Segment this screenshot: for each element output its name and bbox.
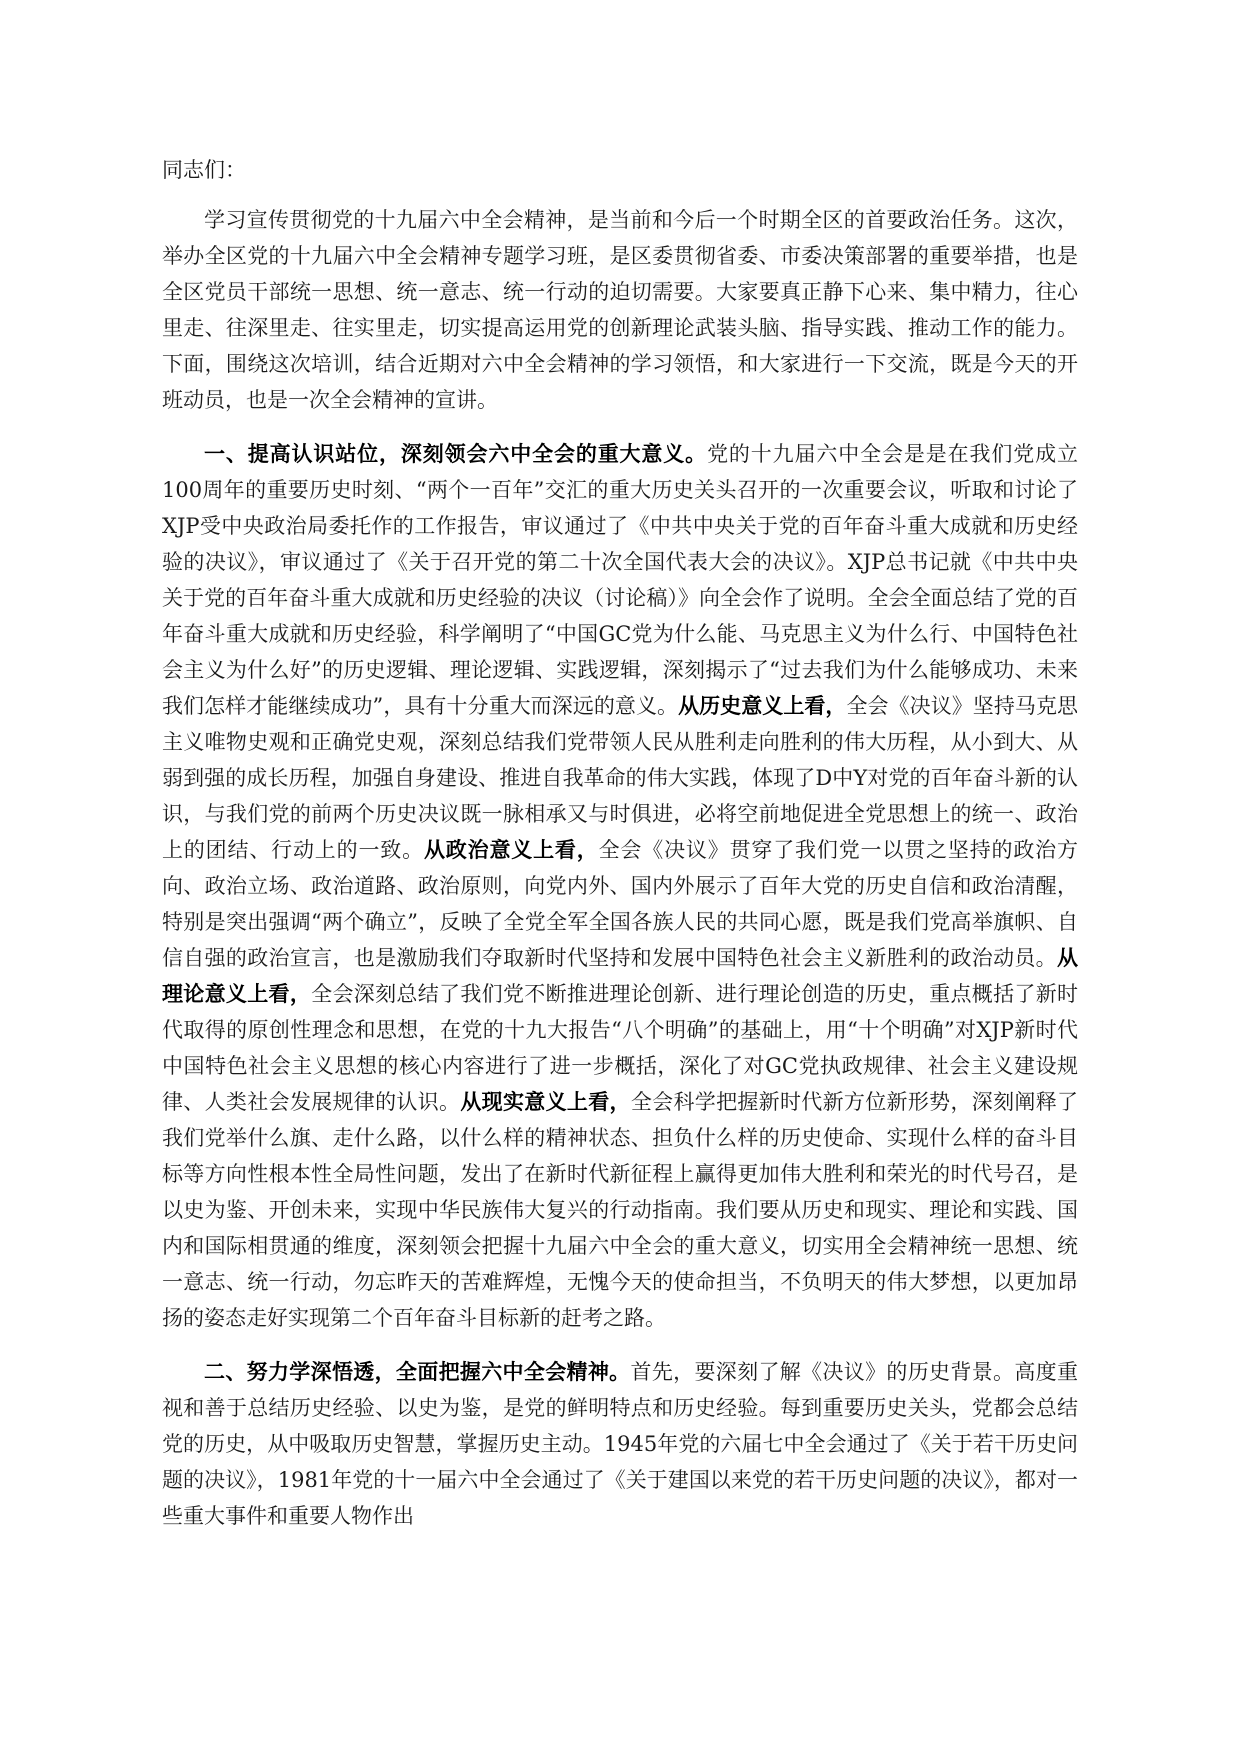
section-two-heading: 二、努力学深悟透，全面把握六中全会精神。: [204, 1359, 631, 1384]
historical-significance-heading: 从历史意义上看，: [678, 693, 847, 718]
paragraph-intro: 学习宣传贯彻党的十九届六中全会精神，是当前和今后一个时期全区的首要政治任务。这次，举办全区党的十九届六中全会精神专题学习班，是区委贯彻省委、市委决策部署的重要举措，也是全区党员干部统一思想、统一意志、统一行动的迫切需要。大家要真正静下心来、集中精力，往心里走、往深里走、往实里走，切实提高运用党的创新理论武装头脑、指导实践、推动工作的能力。下面，围绕这次培训，结合近期对六中全会精神的学习领悟，和大家进行一下交流，既是今天的开班动员，也是一次全会精神的宣讲。: [162, 208, 1078, 412]
theoretical-significance-text: 全会深刻总结了我们党不断推进理论创新、进行理论创造的历史，重点概括了新时代取得的原创性理念和思想，在党的十九大报告“八个明确”的基础上，用“十个明确”对XJP新时代中国特色社会主义思想的核心内容进行了进一步概括，深化了对GC党执政规律、社会主义建设规律、人类社会发展规律的认识。: [162, 982, 1079, 1114]
section-one-text: 党的十九届六中全会是是在我们党成立100周年的重要历史时刻、“两个一百年”交汇的重大历史关头召开的一次重要会议，听取和讨论了XJP受中央政治局委托作的工作报告，审议通过了《中共中央关于党的百年奋斗重大成就和历史经验的决议》，审议通过了《关于召开党的第二十次全国代表大会的决议》。XJP总书记就《中共中央关于党的百年奋斗重大成就和历史经验的决议（讨论稿）》向全会作了说明。全会全面总结了党的百年奋斗重大成就和历史经验，科学阐明了“中国GC党为什么能、马克思主义为什么行、中国特色社会主义为什么好”的历史逻辑、理论逻辑、实践逻辑，深刻揭示了“过去我们为什么能够成功、未来我们怎样才能继续成功”，具有十分重大而深远的意义。: [162, 442, 1079, 718]
section-one-heading: 一、提高认识站位，深刻领会六中全会的重大意义。: [204, 441, 708, 466]
practical-significance-text: 全会科学把握新时代新方位新形势，深刻阐释了我们党举什么旗、走什么路，以什么样的精神状态、担负什么样的历史使命、实现什么样的奋斗目标等方向性根本性全局性问题，发出了在新时代新征程上赢得更加伟大胜利和荣光的时代号召，是以史为鉴、开创未来，实现中华民族伟大复兴的行动指南。我们要从历史和现实、理论和实践、国内和国际相贯通的维度，深刻领会把握十九届六中全会的重大意义，切实用全会精神统一思想、统一意志、统一行动，勿忘昨天的苦难辉煌，无愧今天的使命担当，不负明天的伟大梦想，以更加昂扬的姿态走好实现第二个百年奋斗目标新的赶考之路。: [162, 1090, 1079, 1330]
paragraph-section-two: [162, 1354, 1078, 1534]
document-page: [162, 152, 1078, 1552]
political-significance-heading: 从政治意义上看，: [423, 837, 599, 862]
political-significance-text: 全会《决议》贯穿了我们党一以贯之坚持的政治方向、政治立场、政治道路、政治原则，向党内外、国内外展示了百年大党的历史自信和政治清醒，特别是突出强调“两个确立”，反映了全党全军全国各族人民的共同心愿，既是我们党高举旗帜、自信自强的政治宣言，也是激励我们夺取新时代坚持和发展中国特色社会主义新胜利的政治动员。: [162, 838, 1079, 970]
salutation: 同志们：: [162, 158, 246, 182]
paragraph-section-one: [162, 436, 1078, 1336]
theoretical-significance-heading: 从理论意义上看，: [162, 945, 1078, 1006]
historical-significance-text: 全会《决议》坚持马克思主义唯物史观和正确党史观，深刻总结我们党带领人民从胜利走向胜利的伟大历程，从小到大、从弱到强的成长历程，加强自身建设、推进自我革命的伟大实践，体现了D中Y对党的百年奋斗新的认识，与我们党的前两个历史决议既一脉相承又与时俱进，必将空前地促进全党思想上的统一、政治上的团结、行动上的一致。: [162, 694, 1079, 862]
section-two-text: 首先，要深刻了解《决议》的历史背景。高度重视和善于总结历史经验、以史为鉴，是党的鲜明特点和历史经验。每到重要历史关头，党都会总结党的历史，从中吸取历史智慧，掌握历史主动。1945年党的六届七中全会通过了《关于若干历史问题的决议》，1981年党的十一届六中全会通过了《关于建国以来党的若干历史问题的决议》，都对一些重大事件和重要人物作出: [162, 1360, 1078, 1528]
practical-significance-heading: 从现实意义上看，: [460, 1089, 631, 1114]
